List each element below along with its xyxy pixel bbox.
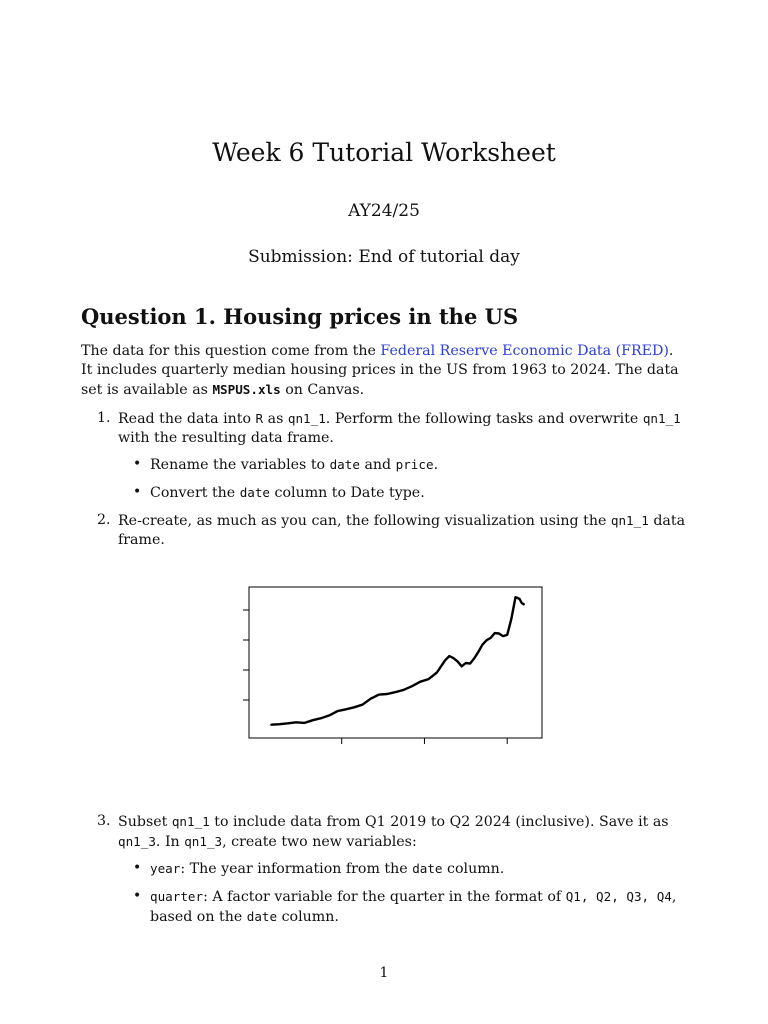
item-number: 3. [97,813,111,829]
bullet-label: Rename the variables to [150,457,330,473]
code-term: date [246,909,278,924]
academic-year: AY24/25 [348,201,420,221]
plot-frame [249,587,542,738]
bullet-mark: • [133,888,142,904]
page-number: 1 [379,965,389,981]
code-term: quarter [150,889,204,904]
bullet-label: Convert the [150,485,240,501]
question-1-heading: Question 1. Housing prices in the US [81,304,519,329]
bullet-label: , based on the [150,889,677,925]
code-term: Q1, Q2, Q3, Q4 [565,889,672,904]
code-term: qn1_1 [642,411,681,426]
bullet-label: : The year information from the [180,861,413,877]
bullet-text [150,887,690,927]
y-axis-ticks [243,610,249,700]
code-term: qn1_3 [118,834,156,849]
intro-text: on Canvas. [280,382,365,398]
bullet-mark: • [133,484,142,500]
item-text: . In [155,834,185,850]
bullet-label: column to Date type. [270,485,425,501]
code-term: date [329,457,360,472]
bullet-label: column. [277,909,339,925]
item-number: 2. [97,512,111,528]
item-number: 1. [97,410,111,426]
item-text: . Perform the following tasks and overwrite [325,411,643,427]
bullet-mark: • [133,860,142,876]
bullet-mark: • [133,456,142,472]
code-term: R [255,411,264,426]
code-term: qn1_1 [610,513,649,528]
item-text: with the resulting data frame. [118,430,334,446]
x-axis-ticks [342,738,507,744]
item-text: Subset [118,814,172,830]
item-text: as [263,411,288,427]
series-line-median-price [271,597,523,725]
item-1-text [118,409,690,448]
fred-link[interactable]: Federal Reserve Economic Data (FRED) [380,343,669,359]
file-name: MSPUS.xls [212,382,281,397]
item-2-text [118,511,690,550]
bullet-text [150,859,690,879]
bullet-text [150,455,690,475]
item-text: Read the data into [118,411,256,427]
item-text: data frame. [118,513,686,548]
housing-price-line-chart [232,582,552,752]
code-term: qn1_3 [184,834,223,849]
item-text: Re-create, as much as you can, the following visualization using the [118,513,611,529]
question-1-intro [81,342,687,400]
code-term: date [239,485,271,500]
bullet-label: column. [442,861,505,877]
bullet-label: . [433,457,439,473]
submission-note: Submission: End of tutorial day [248,247,520,267]
code-term: price [395,457,434,472]
item-text: , create two new variables: [222,834,417,850]
intro-text: . It includes quarterly median housing prices in the US from 1963 to 2024. The data set is available as [81,343,679,398]
worksheet-title: Week 6 Tutorial Worksheet [212,138,556,167]
bullet-label: and [359,457,396,473]
bullet-text [150,483,690,503]
code-term: qn1_1 [287,411,326,426]
code-term: year [150,861,181,876]
intro-text: The data for this question come from the [81,343,381,359]
item-text: to include data from Q1 2019 to Q2 2024 (inclusive). Save it as [209,814,669,830]
bullet-label: : A factor variable for the quarter in the format of [203,889,566,905]
item-3-text [118,812,690,852]
code-term: qn1_1 [171,814,210,829]
code-term: date [412,861,443,876]
